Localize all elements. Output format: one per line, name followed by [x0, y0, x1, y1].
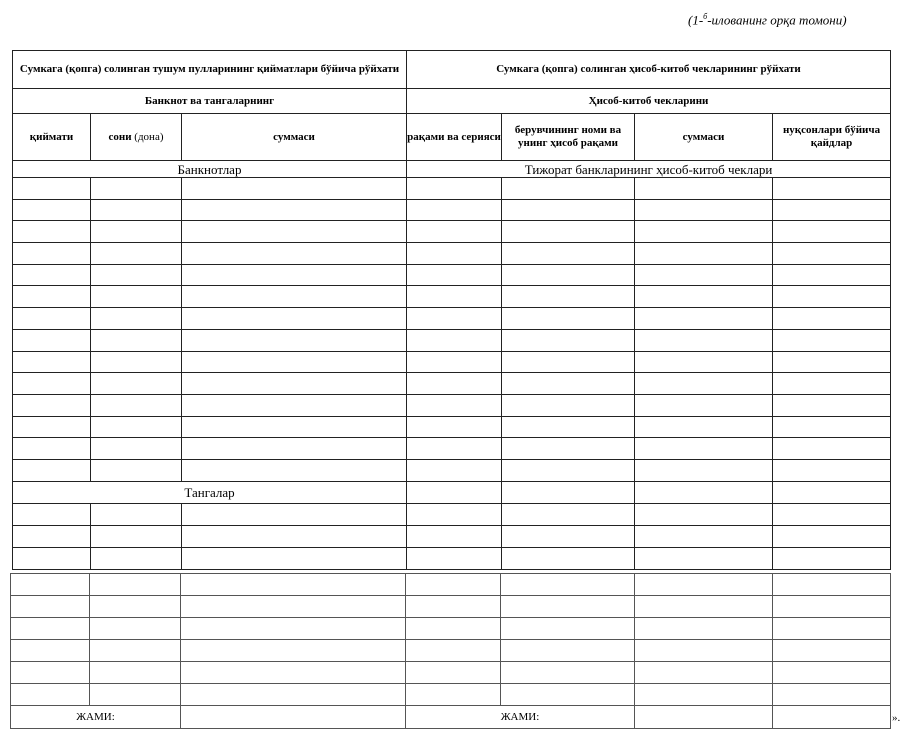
table-cell[interactable] [13, 394, 91, 416]
table-cell[interactable] [635, 351, 773, 373]
table-cell[interactable] [91, 221, 182, 243]
table-row [13, 221, 891, 243]
table-row [13, 308, 891, 330]
table-cell[interactable] [13, 308, 91, 330]
table-cell[interactable] [635, 684, 773, 706]
table-cell[interactable] [773, 481, 891, 503]
table-cell[interactable] [502, 178, 635, 200]
appendix-note: (1-$^б$-иловaнинг орқа томони) [688, 12, 847, 28]
table-cell[interactable] [182, 351, 407, 373]
table-cell[interactable] [90, 596, 181, 618]
table-cell[interactable] [13, 286, 91, 308]
table-cell[interactable] [91, 459, 182, 481]
table-cell[interactable] [773, 243, 891, 265]
table-row [13, 547, 891, 569]
table-cell[interactable] [501, 684, 635, 706]
table-cell[interactable] [635, 481, 773, 503]
table-cell[interactable] [182, 178, 407, 200]
table-cell[interactable] [502, 199, 635, 221]
table-cell[interactable] [502, 503, 635, 525]
total-cash-sum[interactable] [181, 706, 406, 729]
total-defects[interactable] [773, 706, 891, 729]
table-cell[interactable] [407, 329, 502, 351]
table-cell[interactable] [90, 618, 181, 640]
table-cell[interactable] [11, 596, 90, 618]
table-cell[interactable] [501, 618, 635, 640]
table-cell[interactable] [91, 199, 182, 221]
table-row [13, 199, 891, 221]
table-cell[interactable] [407, 351, 502, 373]
table-cell[interactable] [91, 547, 182, 569]
table-cell[interactable] [635, 459, 773, 481]
table-cell[interactable] [91, 308, 182, 330]
table-cell[interactable] [13, 221, 91, 243]
table-cell[interactable] [502, 373, 635, 395]
table-cell[interactable] [502, 243, 635, 265]
table-cell[interactable] [407, 503, 502, 525]
table-row [13, 416, 891, 438]
table-cell[interactable] [773, 221, 891, 243]
table-cell[interactable] [181, 684, 406, 706]
table-cell[interactable] [635, 178, 773, 200]
table-cell[interactable] [182, 547, 407, 569]
table-cell[interactable] [502, 547, 635, 569]
table-cell[interactable] [91, 525, 182, 547]
table-cell[interactable] [182, 329, 407, 351]
table-row [13, 264, 891, 286]
col-count: сони (дона) [91, 114, 182, 161]
table-cell[interactable] [91, 503, 182, 525]
table-cell[interactable] [635, 373, 773, 395]
table-cell[interactable] [773, 547, 891, 569]
table-cell[interactable] [182, 438, 407, 460]
table-cell[interactable] [182, 459, 407, 481]
table-cell[interactable] [182, 199, 407, 221]
table-cell[interactable] [635, 221, 773, 243]
table-cell[interactable] [635, 264, 773, 286]
table-cell[interactable] [501, 662, 635, 684]
closing-quote: ». [892, 712, 901, 724]
table-cell[interactable] [181, 640, 406, 662]
table-cell[interactable] [635, 547, 773, 569]
col-payer: берувчининг номи ва унинг ҳисоб рақами [502, 114, 635, 161]
table-cell[interactable] [406, 596, 501, 618]
table-cell[interactable] [182, 525, 407, 547]
table-cell[interactable] [407, 199, 502, 221]
table-cell[interactable] [182, 416, 407, 438]
table-cell[interactable] [90, 640, 181, 662]
table-cell[interactable] [635, 662, 773, 684]
table-cell[interactable] [502, 329, 635, 351]
table-cell[interactable] [181, 662, 406, 684]
inventory-table [12, 50, 891, 570]
table-cell[interactable] [13, 525, 91, 547]
table-cell[interactable] [501, 574, 635, 596]
table-cell[interactable] [90, 574, 181, 596]
table-cell[interactable] [773, 438, 891, 460]
total-label-checks: ЖАМИ: [406, 706, 635, 729]
table-cell[interactable] [181, 596, 406, 618]
table-cell[interactable] [773, 640, 891, 662]
section-coins: Тангалар [13, 481, 407, 503]
table-cell[interactable] [13, 243, 91, 265]
table-cell[interactable] [501, 640, 635, 662]
table-cell[interactable] [91, 416, 182, 438]
table-cell[interactable] [407, 264, 502, 286]
table-row [13, 243, 891, 265]
checks-subheader: Ҳисоб-китоб чекларини [407, 89, 891, 114]
col-defects: нуқсонлари бўйича қайдлар [773, 114, 891, 161]
table-cell[interactable] [406, 684, 501, 706]
table-cell[interactable] [635, 618, 773, 640]
table-cell[interactable] [91, 178, 182, 200]
table-cell[interactable] [406, 618, 501, 640]
table-cell[interactable] [407, 459, 502, 481]
table-cell[interactable] [13, 438, 91, 460]
table-row [13, 438, 891, 460]
table-cell[interactable] [635, 438, 773, 460]
table-cell[interactable] [406, 662, 501, 684]
table-row [13, 329, 891, 351]
table-cell[interactable] [773, 264, 891, 286]
cash-list-title: Сумкага (қопга) солинган тушум пулларининг қийматлари бўйича рўйхати [13, 51, 407, 89]
cash-subheader: Банкнот ва тангаларнинг [13, 89, 407, 114]
table-cell[interactable] [773, 329, 891, 351]
table-cell[interactable] [635, 640, 773, 662]
table-cell[interactable] [635, 199, 773, 221]
table-cell[interactable] [406, 640, 501, 662]
table-cell[interactable] [635, 308, 773, 330]
table-cell[interactable] [90, 684, 181, 706]
table-cell[interactable] [406, 574, 501, 596]
table-cell[interactable] [91, 329, 182, 351]
table-cell[interactable] [91, 286, 182, 308]
table-cell[interactable] [773, 373, 891, 395]
col-sum: суммаси [182, 114, 407, 161]
table-cell[interactable] [11, 574, 90, 596]
table-cell[interactable] [773, 596, 891, 618]
table-cell[interactable] [502, 221, 635, 243]
table-cell[interactable] [407, 438, 502, 460]
table-cell[interactable] [635, 416, 773, 438]
table-cell[interactable] [635, 596, 773, 618]
table-row [13, 459, 891, 481]
table-cell[interactable] [635, 243, 773, 265]
table-cell[interactable] [502, 525, 635, 547]
table-cell[interactable] [407, 394, 502, 416]
table-row [13, 178, 891, 200]
table-row [11, 662, 891, 684]
table-cell[interactable] [502, 394, 635, 416]
table-cell[interactable] [182, 308, 407, 330]
table-cell[interactable] [773, 416, 891, 438]
table-cell[interactable] [773, 618, 891, 640]
table-cell[interactable] [13, 351, 91, 373]
table-cell[interactable] [635, 503, 773, 525]
continuation-table [10, 573, 891, 729]
table-cell[interactable] [773, 394, 891, 416]
table-cell[interactable] [773, 178, 891, 200]
table-cell[interactable] [501, 596, 635, 618]
table-cell[interactable] [773, 308, 891, 330]
table-cell[interactable] [182, 394, 407, 416]
table-cell[interactable] [13, 264, 91, 286]
checks-list-title: Сумкага (қопга) солинган ҳисоб-китоб чекларининг рўйхати [407, 51, 891, 89]
table-cell[interactable] [407, 373, 502, 395]
table-cell[interactable] [773, 525, 891, 547]
table-cell[interactable] [182, 503, 407, 525]
col-number: рақами ва серияси [407, 114, 502, 161]
section-commercial-checks: Тижорат банкларининг ҳисоб-китоб чеклари [407, 161, 891, 178]
col-value: қиймати [13, 114, 91, 161]
table-cell[interactable] [502, 286, 635, 308]
table-row [13, 373, 891, 395]
table-cell[interactable] [773, 574, 891, 596]
table-cell[interactable] [407, 525, 502, 547]
table-row [13, 503, 891, 525]
col-check-sum: суммаси [635, 114, 773, 161]
total-checks-sum[interactable] [635, 706, 773, 729]
table-row [11, 640, 891, 662]
table-cell[interactable] [635, 394, 773, 416]
table-cell[interactable] [91, 264, 182, 286]
table-row [11, 684, 891, 706]
table-row [13, 286, 891, 308]
table-cell[interactable] [407, 416, 502, 438]
table-cell[interactable] [773, 503, 891, 525]
table-cell[interactable] [773, 199, 891, 221]
table-cell[interactable] [91, 351, 182, 373]
table-cell[interactable] [13, 373, 91, 395]
table-cell[interactable] [181, 618, 406, 640]
table-cell[interactable] [182, 286, 407, 308]
table-cell[interactable] [91, 394, 182, 416]
table-cell[interactable] [13, 199, 91, 221]
table-row [13, 525, 891, 547]
table-cell[interactable] [182, 243, 407, 265]
table-cell[interactable] [502, 438, 635, 460]
total-label-cash: ЖАМИ: [11, 706, 181, 729]
table-cell[interactable] [407, 308, 502, 330]
table-cell[interactable] [182, 373, 407, 395]
table-cell[interactable] [407, 243, 502, 265]
table-cell[interactable] [11, 640, 90, 662]
table-cell[interactable] [502, 308, 635, 330]
table-cell[interactable] [13, 459, 91, 481]
table-cell[interactable] [502, 264, 635, 286]
table-row [13, 351, 891, 373]
table-cell[interactable] [11, 618, 90, 640]
table-cell[interactable] [502, 351, 635, 373]
section-banknotes: Банкнотлар [13, 161, 407, 178]
table-cell[interactable] [773, 459, 891, 481]
table-cell[interactable] [407, 221, 502, 243]
table-cell[interactable] [502, 416, 635, 438]
table-cell[interactable] [181, 574, 406, 596]
table-cell[interactable] [407, 178, 502, 200]
table-row [11, 618, 891, 640]
table-cell[interactable] [182, 221, 407, 243]
table-cell[interactable] [635, 286, 773, 308]
table-cell[interactable] [635, 525, 773, 547]
table-cell[interactable] [11, 684, 90, 706]
table-cell[interactable] [90, 662, 181, 684]
table-cell[interactable] [182, 264, 407, 286]
table-cell[interactable] [13, 503, 91, 525]
table-cell[interactable] [773, 286, 891, 308]
table-cell[interactable] [773, 684, 891, 706]
table-row [11, 596, 891, 618]
table-cell[interactable] [635, 329, 773, 351]
table-cell[interactable] [407, 481, 502, 503]
table-cell[interactable] [91, 243, 182, 265]
table-cell[interactable] [91, 438, 182, 460]
table-cell[interactable] [773, 351, 891, 373]
table-cell[interactable] [13, 416, 91, 438]
table-row [11, 574, 891, 596]
table-cell[interactable] [407, 547, 502, 569]
table-cell[interactable] [502, 459, 635, 481]
table-cell[interactable] [13, 178, 91, 200]
table-cell[interactable] [13, 547, 91, 569]
table-cell[interactable] [635, 574, 773, 596]
table-cell[interactable] [773, 662, 891, 684]
table-row [13, 394, 891, 416]
table-cell[interactable] [91, 373, 182, 395]
table-cell[interactable] [13, 329, 91, 351]
table-cell[interactable] [502, 481, 635, 503]
table-cell[interactable] [407, 286, 502, 308]
table-cell[interactable] [11, 662, 90, 684]
